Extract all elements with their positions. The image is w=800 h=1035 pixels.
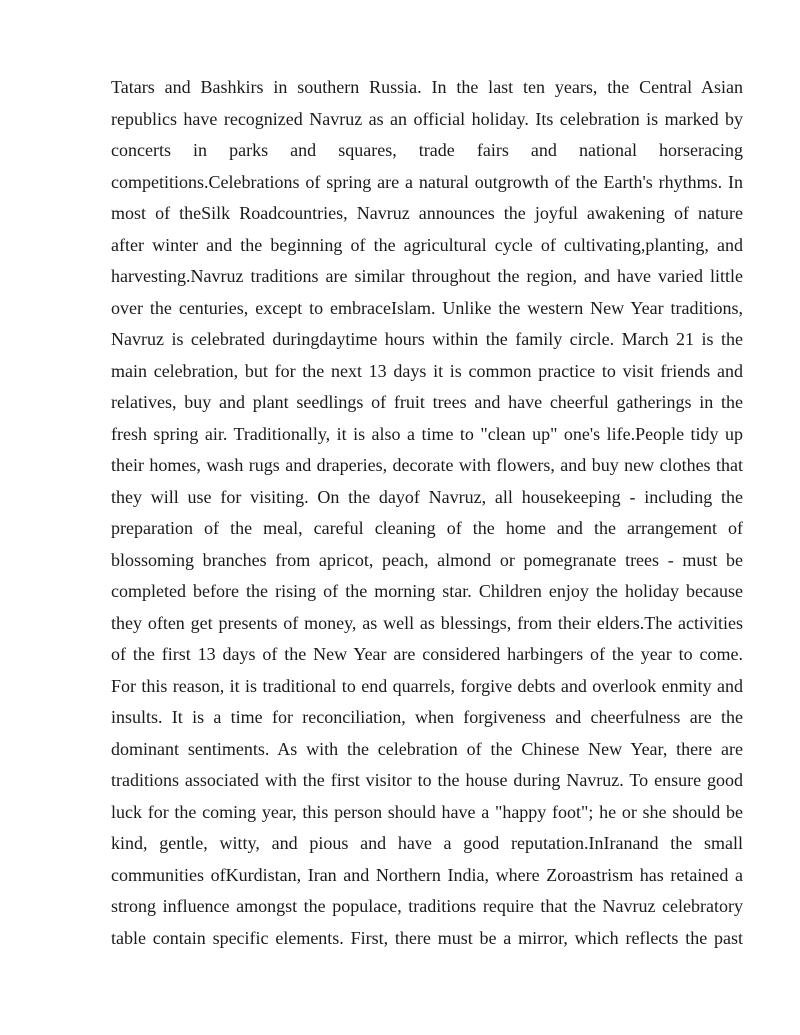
text-line: dominant sentiments. As with the celebration of the Chinese New Year, there are (111, 738, 743, 759)
text-line: they will use for visiting. On the dayof Navruz, all housekeeping - including the (111, 486, 743, 507)
text-line: traditions associated with the first visitor to the house during Navruz. To ensure good (111, 770, 743, 790)
text-line: For this reason, it is traditional to end quarrels, forgive debts and overlook enmity and (111, 675, 743, 696)
text-line: completed before the rising of the morning star. Children enjoy the holiday because (111, 581, 743, 601)
text-line: harvesting.Navruz traditions are similar throughout the region, and have varied little (111, 266, 743, 286)
text-line: republics have recognized Navruz as an official holiday. Its celebration is marked by (111, 108, 743, 129)
text-line: strong influence amongst the populace, traditions require that the Navruz celebratory (111, 896, 743, 916)
body-paragraph (111, 72, 743, 954)
text-line: communities ofKurdistan, Iran and Northern India, where Zoroastrism has retained a (111, 864, 743, 885)
text-line: after winter and the beginning of the agricultural cycle of cultivating,planting, and (111, 234, 743, 255)
text-line: table contain specific elements. First, there must be a mirror, which reflects the past (111, 927, 743, 948)
text-line: blossoming branches from apricot, peach, almond or pomegranate trees - must be (111, 549, 743, 570)
text-line: luck for the coming year, this person should have a "happy foot"; he or she should be (111, 801, 743, 822)
text-line: over the centuries, except to embraceIslam. Unlike the western New Year traditions, (111, 297, 743, 318)
text-line: most of theSilk Roadcountries, Navruz announces the joyful awakening of nature (111, 203, 743, 223)
text-line: kind, gentle, witty, and pious and have a good reputation.InIranand the small (111, 833, 743, 853)
text-line: fresh spring air. Traditionally, it is also a time to "clean up" one's life.People tidy up (111, 423, 743, 444)
text-line: main celebration, but for the next 13 days it is common practice to visit friends and (111, 360, 743, 381)
text-line: of the first 13 days of the New Year are considered harbingers of the year to come. (111, 644, 743, 664)
text-line: relatives, buy and plant seedlings of fruit trees and have cheerful gatherings in the (111, 392, 743, 412)
text-line: competitions.Celebrations of spring are a natural outgrowth of the Earth's rhythms. In (111, 171, 743, 192)
text-line: insults. It is a time for reconciliation, when forgiveness and cheerfulness are the (111, 707, 743, 727)
text-line: Tatars and Bashkirs in southern Russia. In the last ten years, the Central Asian (111, 77, 743, 97)
text-line: preparation of the meal, careful cleaning of the home and the arrangement of (111, 518, 743, 538)
text-line: Navruz is celebrated duringdaytime hours within the family circle. March 21 is the (111, 329, 743, 349)
text-line: concerts in parks and squares, trade fairs and national horseracing (111, 140, 743, 160)
text-line: they often get presents of money, as well as blessings, from their elders.The activities (111, 612, 743, 633)
text-line: their homes, wash rugs and draperies, decorate with flowers, and buy new clothes that (111, 455, 743, 475)
